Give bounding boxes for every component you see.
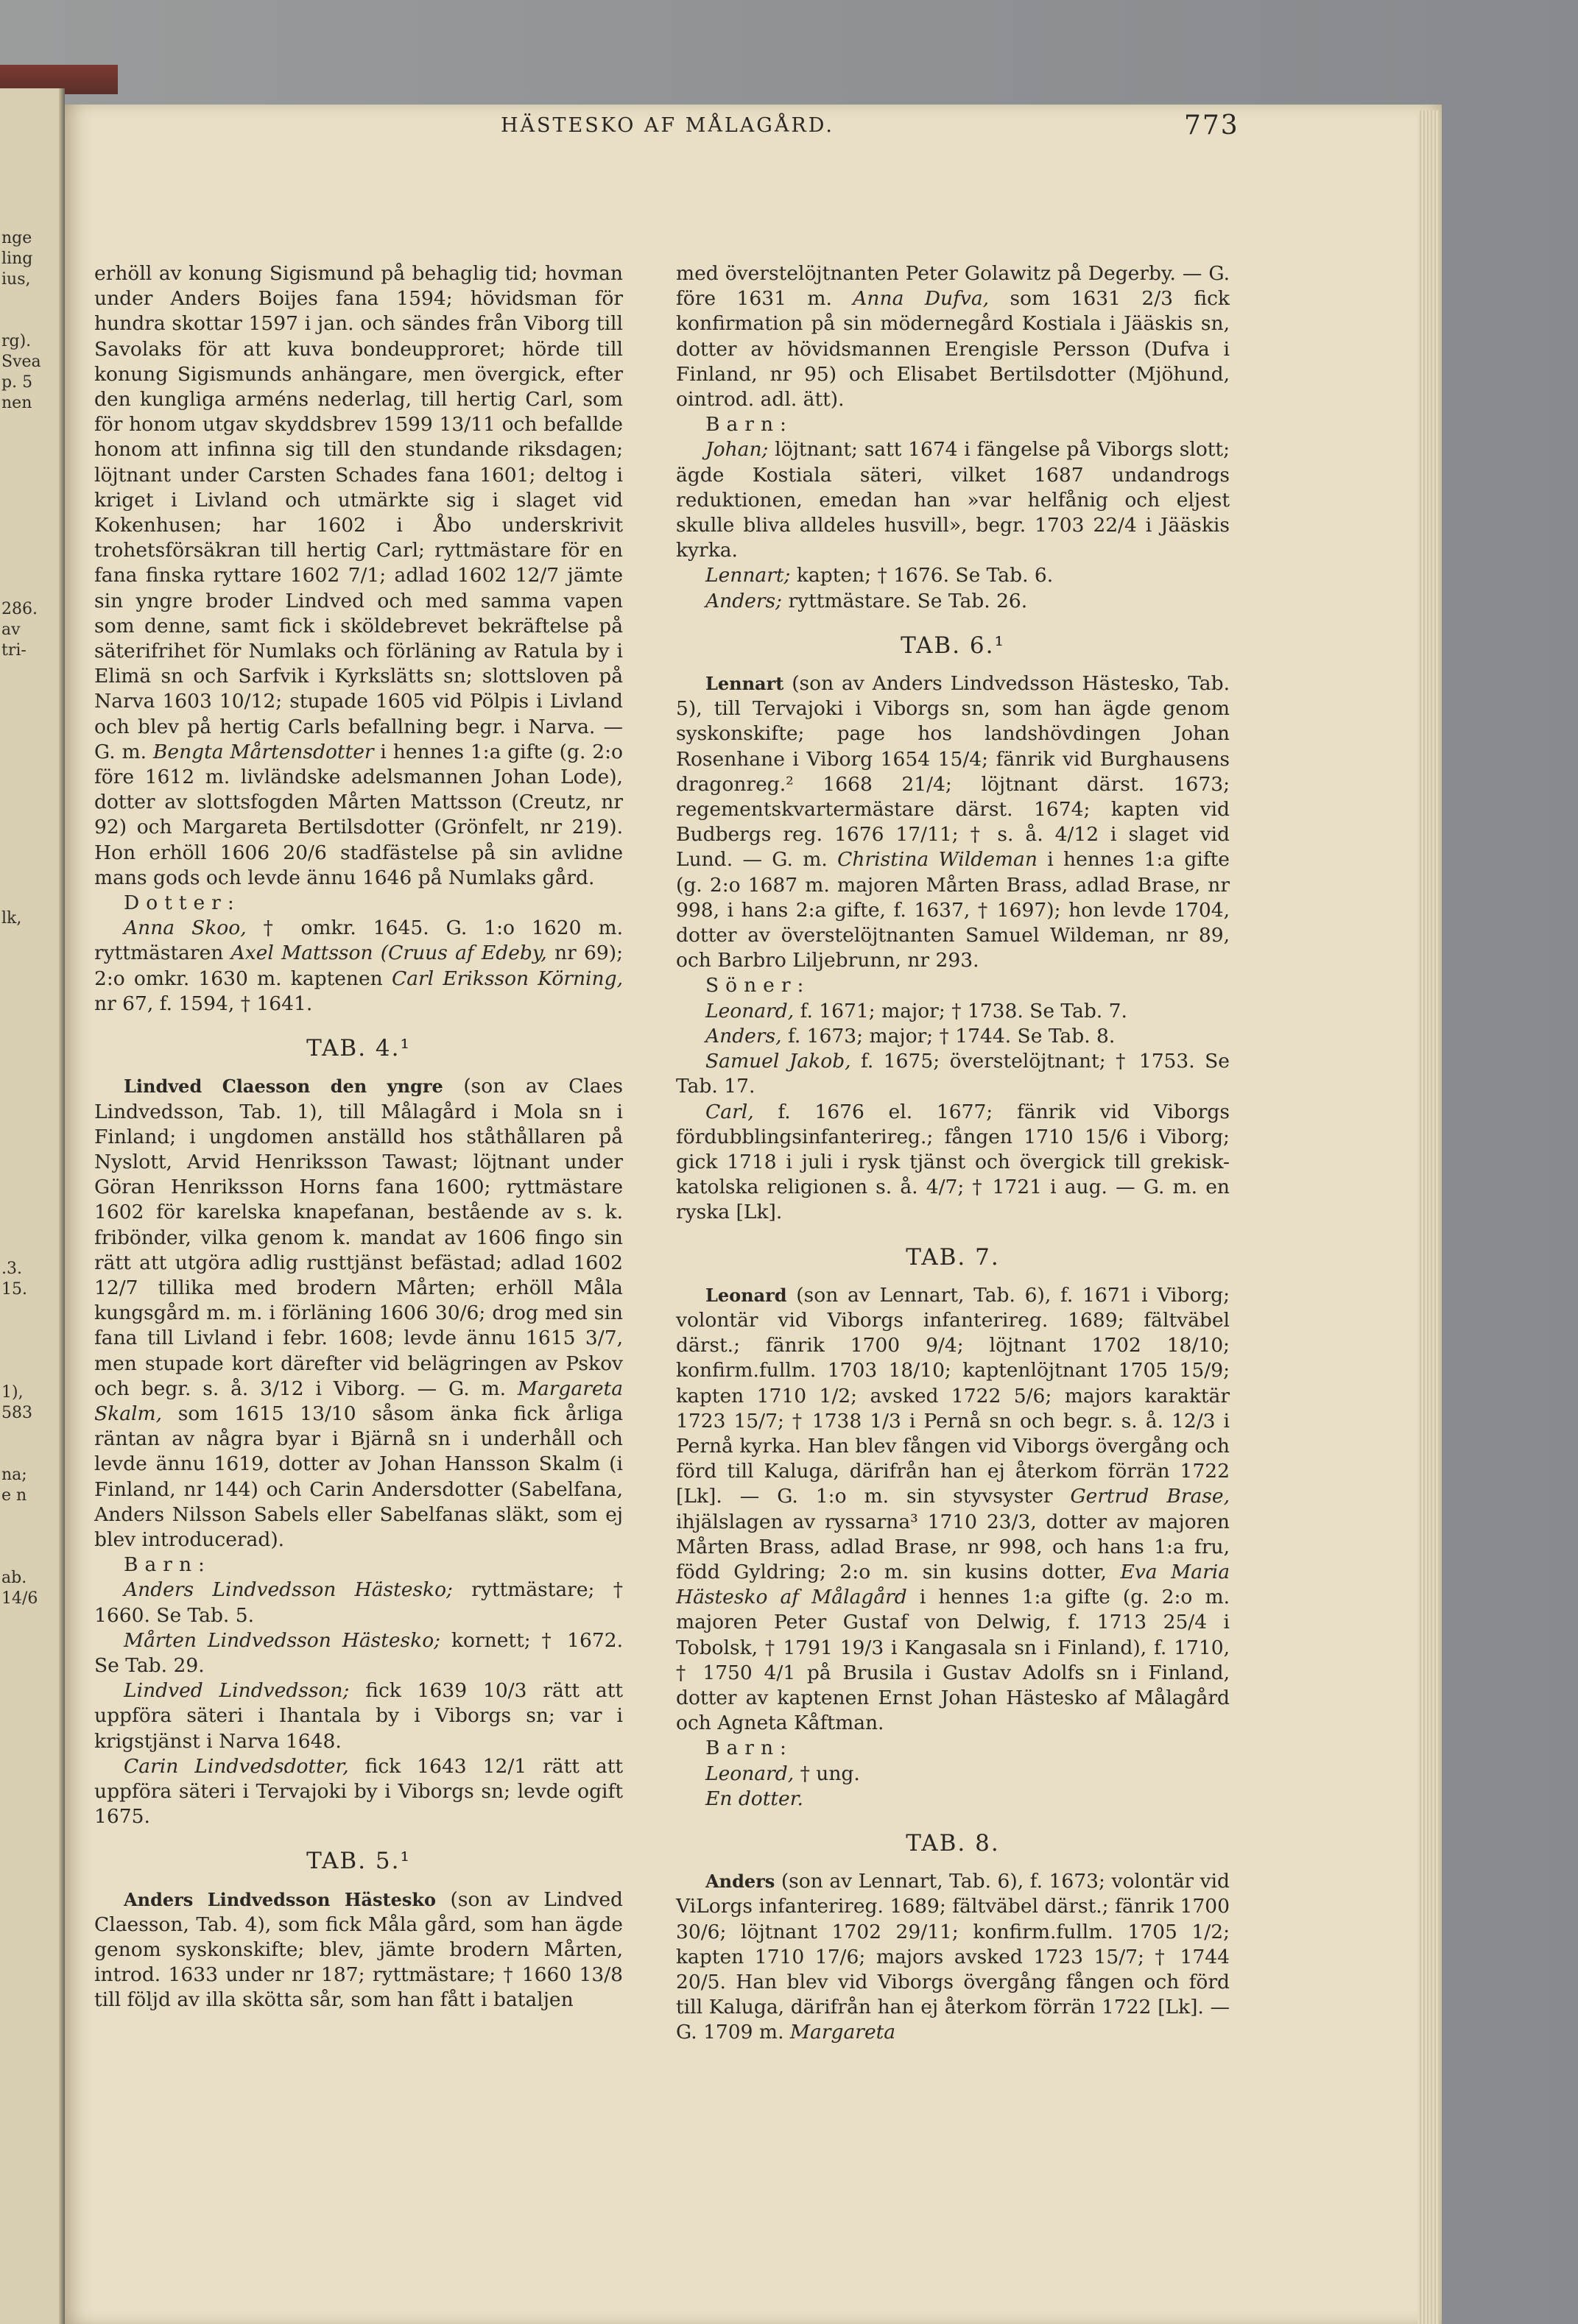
son-entry: Samuel Jakob, f. 1675; överstelöjtnant; † 1753. Se Tab. 17.: [676, 1050, 1230, 1098]
tab4-entry: Lindved Claesson den yngre (son av Claes Lindvedsson, Tab. 1), till Målagård i Mola sn i Finland; i ungdomen anställd hos ståthållaren på Nyslott, Arvid Henriksson Tawast; löjtnant under Göran Henriksson Horns fana 1600; ryttmästare 1602 för karelska knapefanan, bestående av s. k. fribönder, vilka genom k. mandat av 1606 fingo sin rätt att utgöra adlig rusttjänst befästad; adlad 1602 12/7 tillika med brodern Mårten; erhöll Måla kungsgård m. m. i förläning 1606 30/6; drog med sin fana till Livland i febr. 1608; levde ännu 1615 3/7, men stupade kort därefter vid belägringen av Pskov och begr. s. å. 3/12 i Viborg. — G. m. Margareta Skalm, som 1615 13/10 såsom änka fick årliga räntan av några byar i Bjärnå sn i underhåll och levde ännu 1619, dotter av Johan Hansson Skalm (i Finland, nr 144) och Carin Andersdotter (Sabelfana, Anders Nilsson Sabels eller Sabelfanas släkt, som ej blev introducerad).: [94, 1075, 623, 1551]
son-entry: Carl, f. 1676 el. 1677; fänrik vid Viborgs fördubblingsinfanterireg.; fången 1710 15/6 i Viborg; gick 1718 i juli i rysk tjänst och övergick till grekisk-katolska religionen s. å. 4/7; † 1721 i aug. — G. m. en ryska [Lk].: [676, 1100, 1230, 1224]
page-number: 773: [1184, 110, 1239, 141]
barn-heading: Barn:: [124, 1553, 211, 1577]
gutter-shadow: [59, 88, 65, 2324]
previous-page-fragments: nge ling ius, rg). Svea p. 5 nen 286. av tri- lk, .3. 15. 1), 583 na; e n ab. 14/6: [1, 229, 41, 1608]
child-entry: Anders; ryttmästare. Se Tab. 26.: [705, 589, 1028, 612]
child-entry: Anders Lindvedsson Hästesko; ryttmästare; † 1660. Se Tab. 5.: [94, 1578, 623, 1627]
running-head-title: HÄSTESKO AF MÅLAGÅRD.: [501, 114, 834, 137]
tab6-heading: TAB. 6.¹: [901, 632, 1005, 659]
child-entry: Mårten Lindvedsson Hästesko; kornett; † 1672. Se Tab. 29.: [94, 1628, 624, 1677]
barn-heading: Barn:: [705, 413, 793, 437]
child-entry: Johan; löjtnant; satt 1674 i fängelse på Viborgs slott; ägde Kostiala säteri, vilket 1687 undandrogs reduktionen, emedan han »var helfånig och eljest skulle bliva alldeles husvill», begr. 1703 22/4 i Jääskis kyrka.: [676, 438, 1230, 562]
tab4-heading: TAB. 4.¹: [306, 1035, 411, 1062]
dotter-heading: Dotter:: [124, 891, 241, 915]
son-entry: Leonard, f. 1671; major; † 1738. Se Tab. 7.: [705, 999, 1127, 1023]
child-entry: En dotter.: [705, 1787, 803, 1810]
tab7-heading: TAB. 7.: [906, 1243, 1000, 1271]
left-column: [94, 261, 623, 2013]
tab5-entry: Anders Lindvedsson Hästesko (son av Lindved Claesson, Tab. 4), som fick Måla gård, som han ägde genom syskonskifte; blev, jämte brodern Mårten, introd. 1633 under nr 187; ryttmästare; † 1660 13/8 till följd av illa skötta sår, som han fått i bataljen: [94, 1887, 623, 2012]
right-column: [676, 261, 1230, 2046]
child-entry: Lindved Lindvedsson; fick 1639 10/3 rätt att uppföra säteri i Ihantala by i Viborgs sn; var i krigstjänst i Narva 1648.: [94, 1679, 623, 1753]
child-entry: Lennart; kapten; † 1676. Se Tab. 6.: [705, 564, 1054, 587]
tab8-heading: TAB. 8.: [906, 1829, 1000, 1857]
barn-heading: Barn:: [705, 1737, 793, 1760]
tab6-entry: Lennart (son av Anders Lindvedsson Hästesko, Tab. 5), till Tervajoki i Viborgs sn, som han ägde genom syskonskifte; page hos landshövdingen Johan Rosenhane i Viborg 1654 15/4; fänrik vid Burghausens dragonreg.² 1668 21/4; löjtnant därst. 1673; regementskvartermästare därst. 1674; kapten vid Budbergs reg. 1676 17/11; † s. å. 4/12 i slaget vid Lund. — G. m. Christina Wildeman i hennes 1:a gifte (g. 2:o 1687 m. majoren Mårten Brass, adlad Brase, nr 998, i hans 2:a gifte, f. 1637, † 1697); hon levde 1704, dotter av överstelöjtnanten Samuel Wildeman, nr 89, och Barbro Liljebrunn, nr 293.: [676, 672, 1230, 972]
child-entry: Carin Lindvedsdotter, fick 1643 12/1 rätt att uppföra säteri i Tervajoki by i Viborgs sn; levde ogift 1675.: [94, 1754, 623, 1829]
previous-page-edge: [0, 88, 65, 2324]
child-entry: Leonard, † ung.: [705, 1762, 860, 1785]
page-stack-edge: [1417, 110, 1440, 2324]
tab5-continuation: med överstelöjtnanten Peter Golawitz på Degerby. — G. före 1631 m. Anna Dufva, som 1631 2/3 fick konfirmation på sin mödernegård Kostiala i Jääskis sn, dotter av hövidsmannen Erengisle Persson (Dufva i Finland, nr 95) och Elisabet Bertilsdotter (Mjöhund, ointrod. adl. ätt).: [676, 262, 1230, 412]
tab5-heading: TAB. 5.¹: [306, 1848, 411, 1875]
tab8-entry: Anders (son av Lennart, Tab. 6), f. 1673; volontär vid ViLorgs infanterireg. 1689; fältväbel därst.; fänrik 1700 30/6; löjtnant 1702 29/11; konfirm.fullm. 1705 1/2; kapten 1710 17/6; majors avsked 1723 15/7; † 1744 20/5. Han blev vid Viborgs övergång fången och förd till Kaluga, därifrån han ej återkom förrän 1722 [Lk]. — G. 1709 m. Margareta: [676, 1870, 1230, 2044]
tab3-continuation: erhöll av konung Sigismund på behaglig tid; hovman under Anders Boijes fana 1594; hövidsman för hundra skottar 1597 i jan. och sändes från Viborg till Savolaks för att kuva bondeupproret; hörde till konung Sigismunds anhängare, men övergick, efter den kungliga arméns nederlag, till hertig Carl, som för honom utgav skyddsbrev 1599 13/11 och befallde honom att infinna sig till den stundande riksdagen; löjtnant under Carsten Schades fana 1601; deltog i kriget i Livland och utmärkte sig i slaget vid Kokenhusen; har 1602 i Åbo underskrivit trohetsförsäkran till hertig Carl; ryttmästare för en fana finska ryttare 1602 7/1; adlad 1602 12/7 jämte sin yngre broder Lindved och med samma vapen som denne, samt fick i sköldebrevet bekräftelse på säterifrihet för Numlaks och förläning av Ratula by i Elimä sn och Sarfvik i Kyrkslätts sn; slottsloven på Narva 1603 10/12; stupade 1605 vid Pölpis i Livland och blev på hertig Carls befallning begr. i Narva. — G. m. Bengta Mårtensdotter i hennes 1:a gifte (g. 2:o före 1612 m. livländske adelsmannen Johan Lode), dotter av slottsfogden Mårten Mattsson (Creutz, nr 92) och Margareta Bertilsdotter (Grönfelt, nr 219). Hon erhöll 1606 20/6 stadfästelse på sin avlidne mans gods och levde ännu 1646 på Numlaks gård.: [94, 262, 623, 889]
dotter-entry: Anna Skoo, † omkr. 1645. G. 1:o 1620 m. ryttmästaren Axel Mattsson (Cruus af Edeby, nr 69); 2:o omkr. 1630 m. kaptenen Carl Eriksson Körning, nr 67, f. 1594, † 1641.: [94, 916, 623, 1015]
tab7-entry: Leonard (son av Lennart, Tab. 6), f. 1671 i Viborg; volontär vid Viborgs infanterireg. 1689; fältväbel därst.; fänrik 1700 9/4; löjtnant 1702 18/10; konfirm.fullm. 1703 18/10; kaptenlöjtnant 1705 15/9; kapten 1710 1/2; avsked 1722 5/6; majors karaktär 1723 15/7; † 1738 1/3 i Pernå sn och begr. s. å. 12/3 i Pernå kyrka. Han blev fången vid Viborgs övergång och förd till Kaluga, därifrån han ej återkom förrän 1722 [Lk]. — G. 1:o m. sin styvsyster Gertrud Brase, ihjälslagen av ryssarna³ 1710 23/3, dotter av majoren Mårten Brass, adlad Brase, nr 998, och hans 1:a fru, född Gyldring; 2:o m. sin kusins dotter, Eva Maria Hästesko af Målagård i hennes 1:a gifte (g. 2:o m. majoren Peter Gustaf von Delwig, f. 1713 25/4 i Tobolsk, † 1791 19/3 i Kangasala sn i Finland), f. 1710, † 1750 4/1 på Brusila i Gustav Adolfs sn i Finland, dotter av kaptenen Ernst Johan Hästesko af Målagård och Agneta Kåftman.: [676, 1283, 1230, 1735]
soner-heading: Söner:: [705, 974, 811, 997]
son-entry: Anders, f. 1673; major; † 1744. Se Tab. 8.: [705, 1024, 1116, 1048]
